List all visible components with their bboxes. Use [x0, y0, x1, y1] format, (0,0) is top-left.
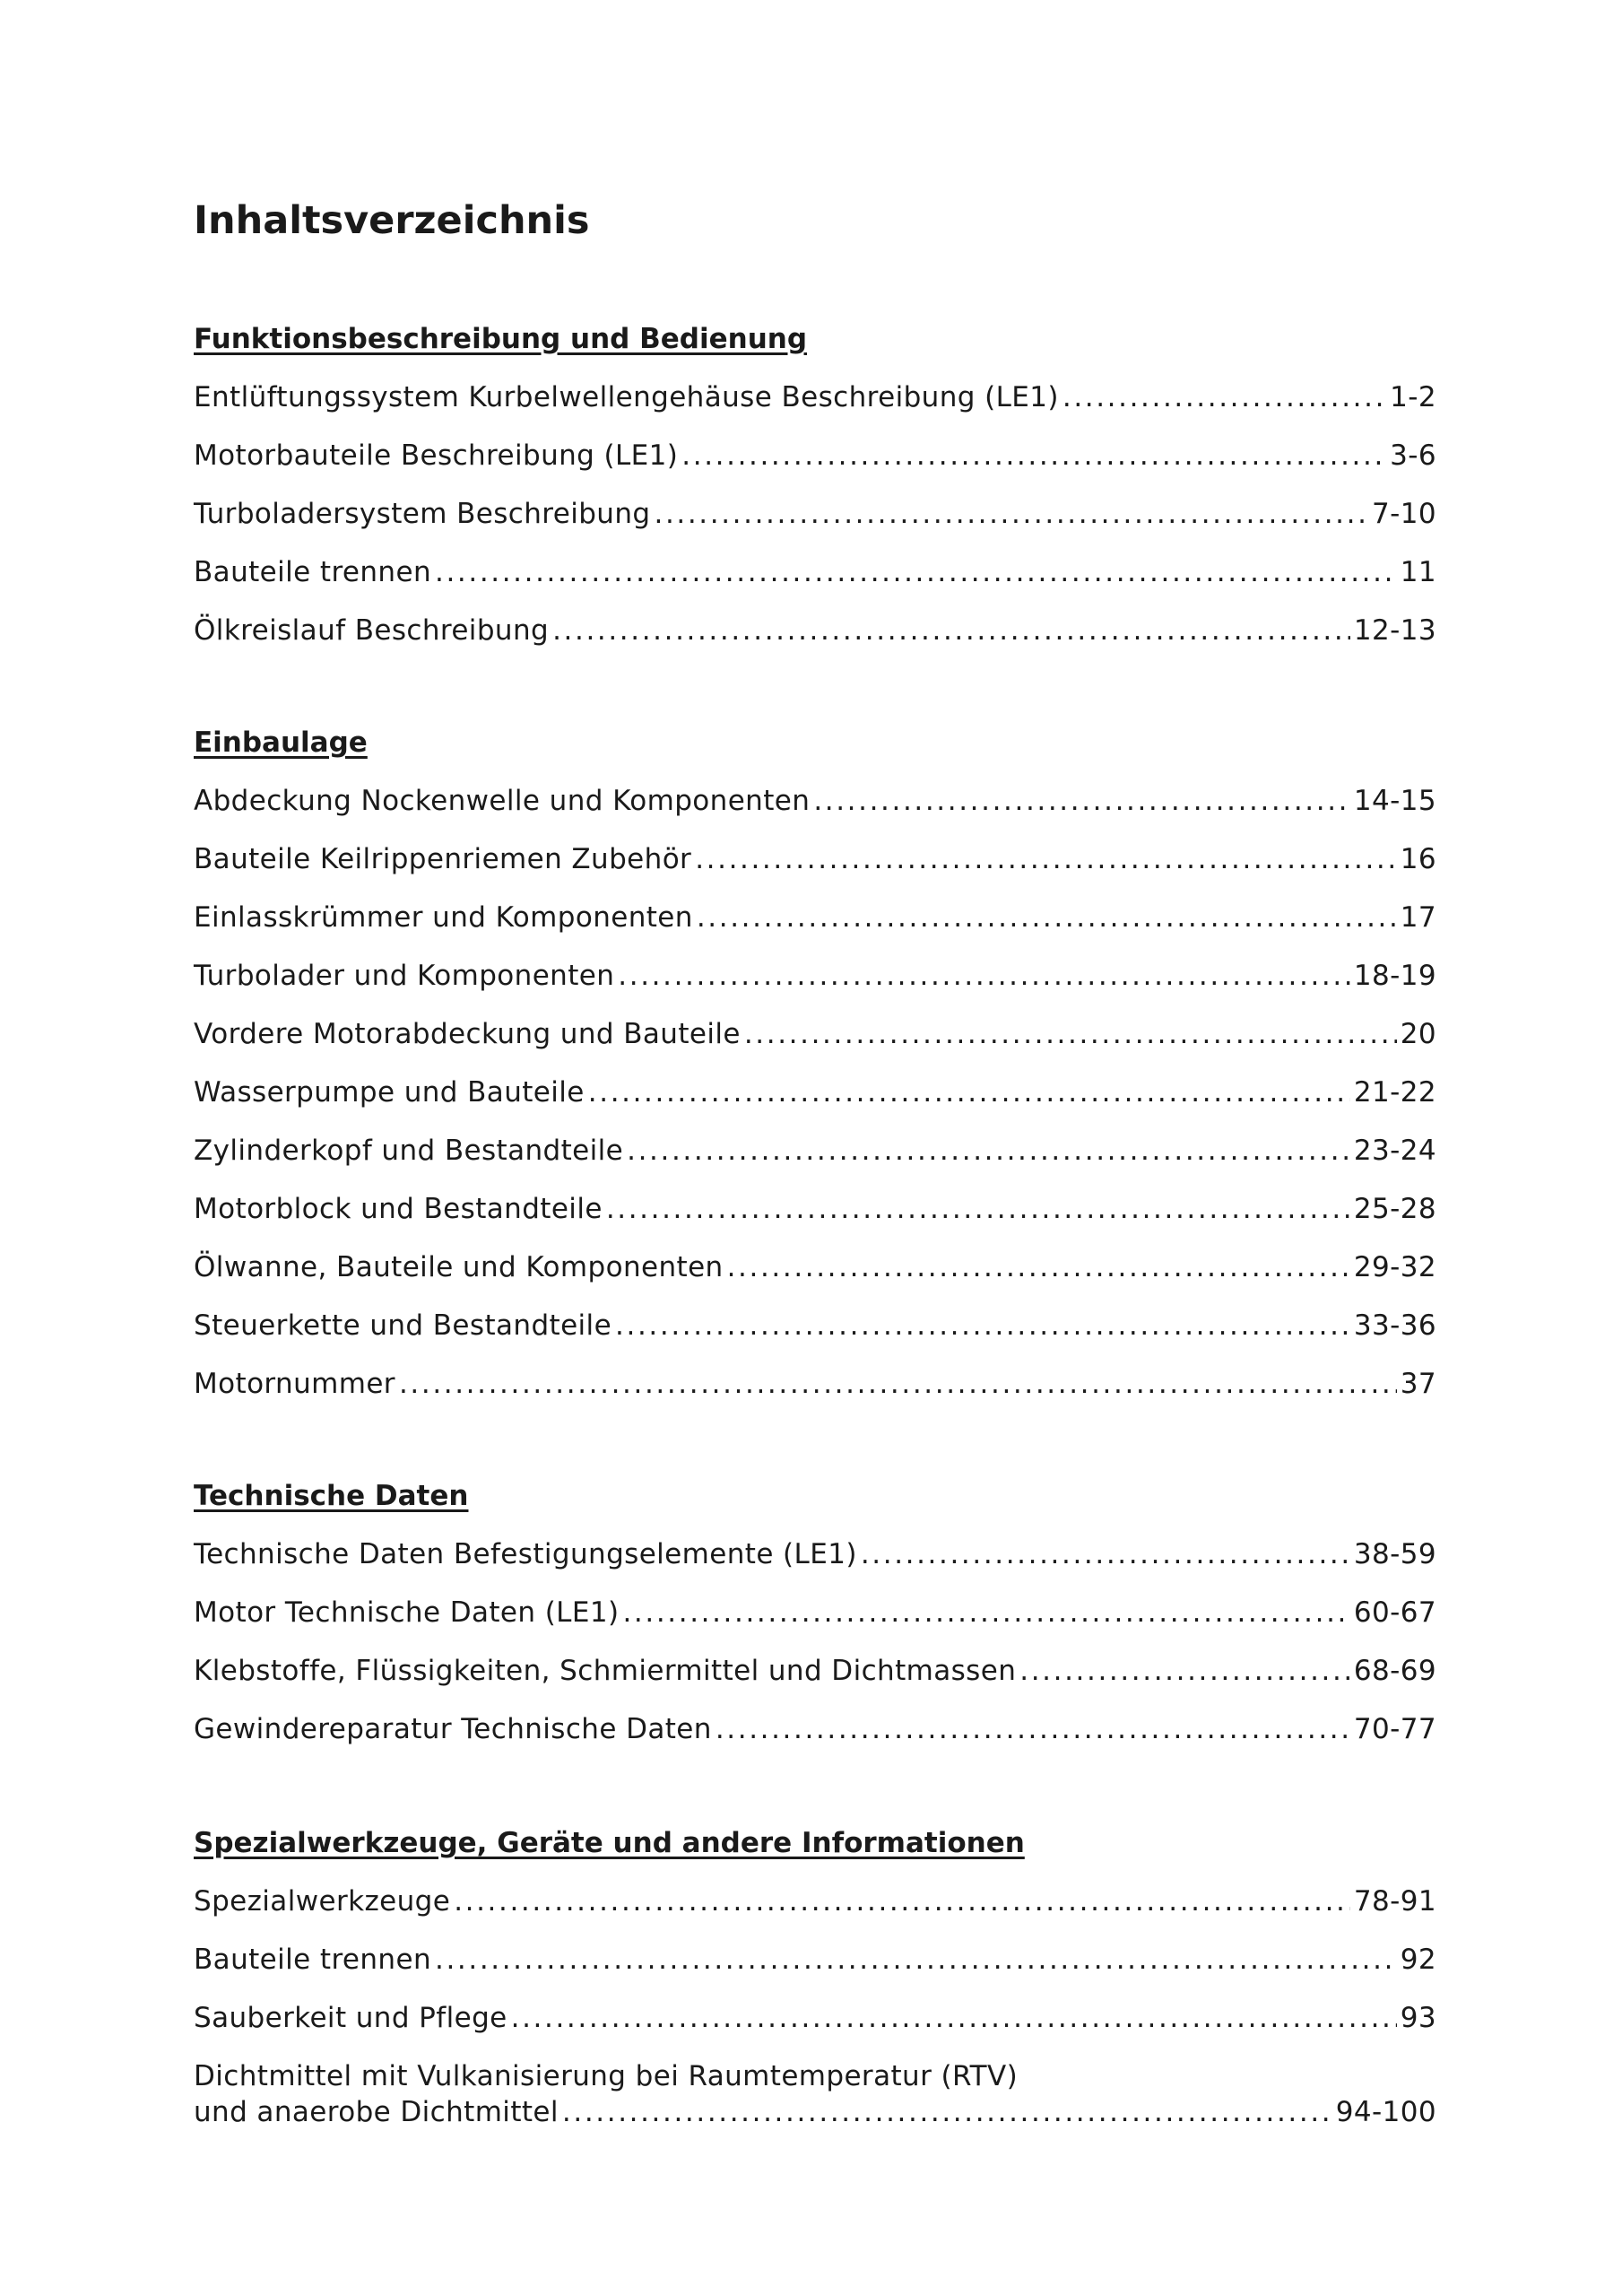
dot-leader — [744, 1016, 1397, 1052]
toc-entry-pages: 94-100 — [1335, 2096, 1436, 2128]
toc-entry[interactable] — [194, 783, 1436, 819]
toc-entry-title: Spezialwerkzeuge — [194, 1885, 451, 1918]
toc-entry[interactable] — [194, 958, 1436, 994]
toc-entry-pages: 12-13 — [1353, 614, 1436, 647]
toc-entry-pages: 14-15 — [1353, 785, 1436, 817]
toc-entry-pages: 1-2 — [1390, 381, 1436, 413]
toc-entry-pages: 38-59 — [1353, 1538, 1436, 1570]
toc-entry-title: Steuerkette und Bestandteile — [194, 1309, 612, 1342]
toc-entry-line2 — [194, 2094, 1436, 2130]
dot-leader — [435, 554, 1397, 590]
toc-entry-pages: 93 — [1400, 2002, 1436, 2034]
toc-entry-pages: 23-24 — [1353, 1135, 1436, 1167]
toc-entry-pages: 18-19 — [1353, 960, 1436, 992]
toc-entry-pages: 70-77 — [1353, 1713, 1436, 1745]
toc-entry-pages: 20 — [1400, 1018, 1436, 1050]
toc-entry-pages: 21-22 — [1353, 1076, 1436, 1109]
toc-entry[interactable] — [194, 2000, 1436, 2036]
toc-entry-pages: 16 — [1400, 843, 1436, 875]
toc-entry[interactable] — [194, 1883, 1436, 1919]
toc-entry-pages: 11 — [1400, 556, 1436, 588]
dot-leader — [861, 1536, 1350, 1572]
toc-entry-pages: 92 — [1400, 1944, 1436, 1976]
dot-leader — [588, 1074, 1350, 1110]
toc-entry-pages: 78-91 — [1353, 1885, 1436, 1918]
toc-entry[interactable] — [194, 1942, 1436, 1978]
toc-entry-pages: 68-69 — [1353, 1655, 1436, 1687]
dot-leader — [1063, 379, 1386, 415]
toc-entry-title: Wasserpumpe und Bauteile — [194, 1076, 585, 1109]
toc-entry[interactable] — [194, 1133, 1436, 1169]
toc-entry[interactable] — [194, 1595, 1436, 1631]
toc-entry[interactable] — [194, 1191, 1436, 1227]
toc-entry-pages: 60-67 — [1353, 1596, 1436, 1629]
toc-entry[interactable] — [194, 1016, 1436, 1052]
toc-entry[interactable] — [194, 1711, 1436, 1747]
dot-leader — [654, 496, 1368, 532]
section-heading: Technische Daten — [194, 1480, 469, 1512]
toc-entry-title: Entlüftungssystem Kurbelwellengehäuse Beschreibung (LE1) — [194, 381, 1059, 413]
dot-leader — [1019, 1653, 1350, 1689]
toc-entry-title-line1: Dichtmittel mit Vulkanisierung bei Raumtemperatur (RTV) — [194, 2060, 1019, 2092]
toc-entry-title: Bauteile Keilrippenriemen Zubehör — [194, 843, 692, 875]
toc-entry-title: Motornummer — [194, 1368, 395, 1400]
dot-leader — [618, 958, 1350, 994]
dot-leader — [552, 613, 1350, 648]
dot-leader — [606, 1191, 1350, 1227]
toc-entry[interactable] — [194, 496, 1436, 532]
toc-entry[interactable] — [194, 900, 1436, 935]
toc-entry[interactable] — [194, 1366, 1436, 1402]
toc-entry-title: Turbolader und Komponenten — [194, 960, 615, 992]
toc-entry[interactable] — [194, 1536, 1436, 1572]
toc-entry-title: Zylinderkopf und Bestandteile — [194, 1135, 624, 1167]
toc-entry-pages: 7-10 — [1372, 498, 1436, 530]
dot-leader — [511, 2000, 1397, 2036]
toc-entry[interactable] — [194, 1653, 1436, 1689]
dot-leader — [627, 1133, 1350, 1169]
toc-section-funktionsbeschreibung — [194, 321, 1436, 671]
toc-entry-title: Bauteile trennen — [194, 556, 431, 588]
section-heading: Spezialwerkzeuge, Geräte und andere Informationen — [194, 1827, 1025, 1859]
dot-leader — [813, 783, 1350, 819]
toc-entry-pages: 3-6 — [1390, 439, 1436, 472]
toc-entry-title: und anaerobe Dichtmittel — [194, 2096, 559, 2128]
dot-leader — [697, 900, 1397, 935]
toc-entry-title: Turboladersystem Beschreibung — [194, 498, 651, 530]
section-heading: Funktionsbeschreibung und Bedienung — [194, 323, 808, 355]
dot-leader — [399, 1366, 1397, 1402]
toc-entry[interactable] — [194, 841, 1436, 877]
toc-entry-pages: 17 — [1400, 901, 1436, 934]
dot-leader — [454, 1883, 1350, 1919]
toc-entry-title: Motor Technische Daten (LE1) — [194, 1596, 620, 1629]
section-heading: Einbaulage — [194, 726, 368, 759]
toc-entry-title: Vordere Motorabdeckung und Bauteile — [194, 1018, 741, 1050]
toc-entry-pages: 29-32 — [1353, 1251, 1436, 1283]
dot-leader — [727, 1249, 1350, 1285]
toc-entry[interactable] — [194, 438, 1436, 474]
toc-entry-title: Technische Daten Befestigungselemente (LE1) — [194, 1538, 857, 1570]
toc-entry-title: Gewindereparatur Technische Daten — [194, 1713, 712, 1745]
toc-entry-title: Ölkreislauf Beschreibung — [194, 614, 550, 647]
toc-entry-title: Abdeckung Nockenwelle und Komponenten — [194, 785, 811, 817]
page-title: Inhaltsverzeichnis — [194, 198, 590, 243]
toc-entry-title: Einlasskrümmer und Komponenten — [194, 901, 693, 934]
toc-entry[interactable] — [194, 2058, 1436, 2130]
toc-entry[interactable] — [194, 613, 1436, 648]
toc-entry[interactable] — [194, 379, 1436, 415]
toc-entry-pages: 37 — [1400, 1368, 1436, 1400]
toc-entry[interactable] — [194, 1249, 1436, 1285]
toc-section-technische-daten — [194, 1478, 1436, 1770]
toc-entry[interactable] — [194, 1308, 1436, 1344]
dot-leader — [716, 1711, 1350, 1747]
toc-entry-pages: 33-36 — [1353, 1309, 1436, 1342]
toc-entry-title: Motorbauteile Beschreibung (LE1) — [194, 439, 679, 472]
dot-leader — [615, 1308, 1350, 1344]
toc-entry-title: Klebstoffe, Flüssigkeiten, Schmiermittel und Dichtmassen — [194, 1655, 1017, 1687]
dot-leader — [681, 438, 1386, 474]
toc-entry-pages: 25-28 — [1353, 1193, 1436, 1225]
dot-leader — [622, 1595, 1349, 1631]
toc-entry-title: Motorblock und Bestandteile — [194, 1193, 603, 1225]
toc-entry-title: Ölwanne, Bauteile und Komponenten — [194, 1251, 724, 1283]
toc-entry[interactable] — [194, 554, 1436, 590]
toc-entry-title: Sauberkeit und Pflege — [194, 2002, 507, 2034]
dot-leader — [562, 2094, 1332, 2130]
dot-leader — [695, 841, 1397, 877]
toc-section-einbaulage — [194, 725, 1436, 1424]
toc-entry[interactable] — [194, 1074, 1436, 1110]
toc-section-spezialwerkzeuge — [194, 1825, 1436, 2152]
toc-entry-title: Bauteile trennen — [194, 1944, 431, 1976]
dot-leader — [435, 1942, 1397, 1978]
